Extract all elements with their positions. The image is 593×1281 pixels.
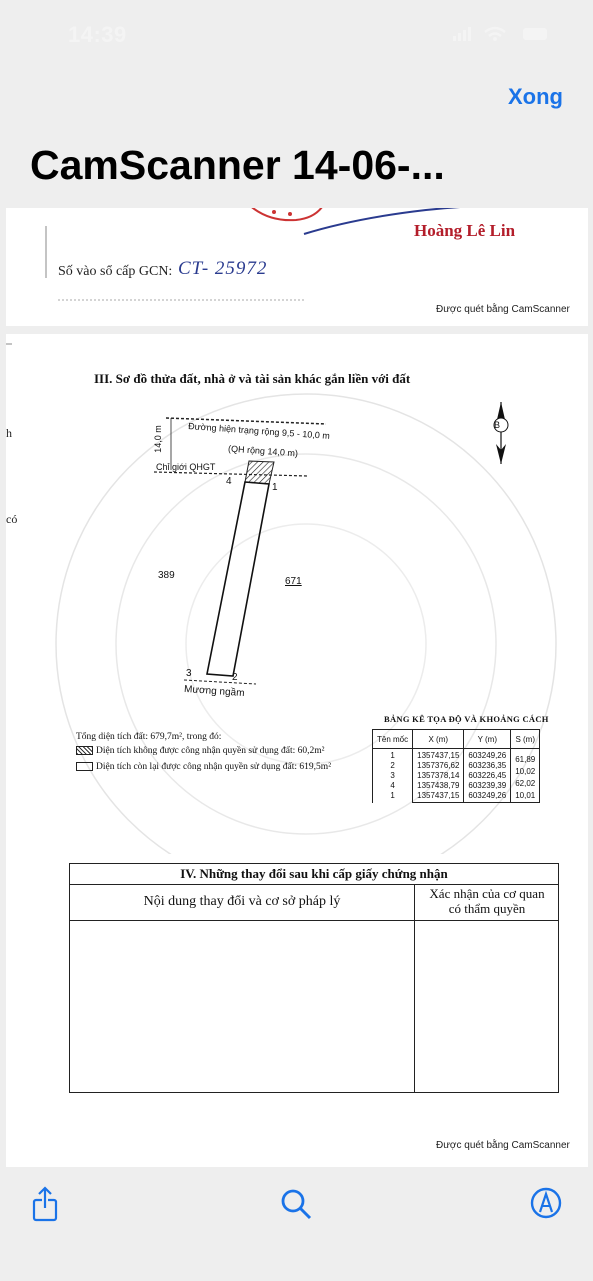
- point-4-label: 4: [226, 476, 232, 487]
- change-content-header: Nội dung thay đổi và cơ sở pháp lý: [143, 894, 341, 909]
- neighbor-left-label: 389: [158, 570, 175, 581]
- point-2-label: 2: [232, 672, 238, 683]
- done-button[interactable]: Xong: [508, 84, 563, 109]
- legend-recognized-text: Diện tích còn lại được công nhận quyền sử dụng đất: 619,5m²: [96, 762, 332, 772]
- road-label-2: (QH rộng 14,0 m): [227, 443, 299, 459]
- x-cell: 1357438,79: [417, 780, 460, 790]
- header-y: Y (m): [464, 730, 511, 749]
- y-cell: 603236,35: [468, 760, 507, 770]
- search-button[interactable]: [277, 1184, 317, 1224]
- s-cell: 10,01: [515, 791, 536, 800]
- neighbor-right-label: 671: [285, 576, 302, 587]
- y-cell: 603239,39: [468, 780, 507, 790]
- x-cell: 1357376,62: [417, 760, 460, 770]
- point-cell: 1: [390, 750, 395, 760]
- header-s: S (m): [511, 730, 540, 749]
- share-icon: [26, 1184, 66, 1224]
- scanned-page-1: [6, 208, 588, 326]
- x-cell: 1357437,15: [417, 750, 460, 760]
- boundary-label: Chỉ giới QHGT: [156, 462, 216, 472]
- header-x: X (m): [413, 730, 464, 749]
- authority-header: [416, 886, 558, 916]
- search-icon: [277, 1184, 317, 1224]
- land-plot-diagram: [6, 334, 588, 714]
- s-cell: 62,02: [515, 779, 536, 788]
- section-4-title: IV. Những thay đổi sau khi cấp giấy chứng nhận: [70, 864, 558, 885]
- legend-recognized: [76, 762, 331, 772]
- y-cell: 603226,45: [468, 770, 507, 780]
- margin-text-2: có: [6, 512, 18, 526]
- section-4-table: [69, 863, 559, 1093]
- point-3-label: 3: [186, 668, 192, 679]
- column-divider: [414, 884, 415, 1092]
- point-cell: 2: [390, 760, 395, 770]
- hatch-swatch: [76, 746, 93, 755]
- legend-unrecognized-text: Diện tích không được công nhận quyền sử dụng đất: 60,2m²: [96, 746, 325, 756]
- header-divider: [70, 920, 558, 921]
- share-button[interactable]: [26, 1184, 66, 1224]
- section-3-title: III. Sơ đồ thửa đất, nhà ở và tài sản khác gắn liền với đất: [94, 371, 411, 386]
- point-cell: 4: [390, 780, 395, 790]
- coord-table: [372, 729, 540, 803]
- document-title: CamScanner 14-06-...: [30, 142, 445, 188]
- camscanner-watermark: Được quét bằng CamScanner: [436, 304, 570, 315]
- ditch-label: Mương ngầm: [183, 683, 245, 700]
- table-row: [373, 749, 540, 803]
- markup-icon: [526, 1184, 566, 1224]
- road-label-1: Đường hiện trạng rộng 9,5 - 10,0 m: [187, 421, 331, 441]
- scanned-page-2: [6, 334, 588, 1167]
- margin-text-1: h: [6, 426, 12, 440]
- status-time: 14:39: [68, 22, 127, 47]
- legend-unrecognized: [76, 746, 324, 756]
- road-width-label: 14,0 m: [152, 425, 163, 453]
- authority-header-line-2: có thẩm quyền: [448, 901, 526, 916]
- y-cell: 603249,26: [468, 750, 507, 760]
- point-1-label: 1: [272, 482, 278, 493]
- point-cell: 1: [390, 790, 395, 800]
- header-name: Tên mốc: [373, 730, 413, 749]
- y-cell: 603249,26: [468, 790, 507, 800]
- gcn-label: Số vào sổ cấp GCN:: [58, 264, 173, 279]
- area-total: Tổng diện tích đất: 679,7m², trong đó:: [76, 732, 222, 742]
- authority-header-line-1: Xác nhận của cơ quan: [429, 886, 545, 901]
- x-cell: 1357378,14: [417, 770, 460, 780]
- s-cell: 10,02: [515, 767, 536, 776]
- s-cell: 61,89: [515, 755, 536, 764]
- blank-swatch: [76, 762, 93, 771]
- gcn-value: CT- 25972: [178, 258, 268, 279]
- header: [0, 0, 593, 205]
- coord-table-header: [373, 730, 540, 749]
- coord-table-title: BẢNG KÊ TỌA ĐỘ VÀ KHOẢNG CÁCH: [384, 714, 549, 724]
- owner-name: Hoàng Lê Lin: [414, 221, 516, 240]
- point-cell: 3: [390, 770, 395, 780]
- camscanner-watermark-2: Được quét bằng CamScanner: [436, 1140, 570, 1151]
- bottom-toolbar: [0, 1168, 593, 1281]
- x-cell: 1357437,15: [417, 790, 460, 800]
- north-label: B: [494, 420, 501, 430]
- markup-button[interactable]: [526, 1184, 566, 1224]
